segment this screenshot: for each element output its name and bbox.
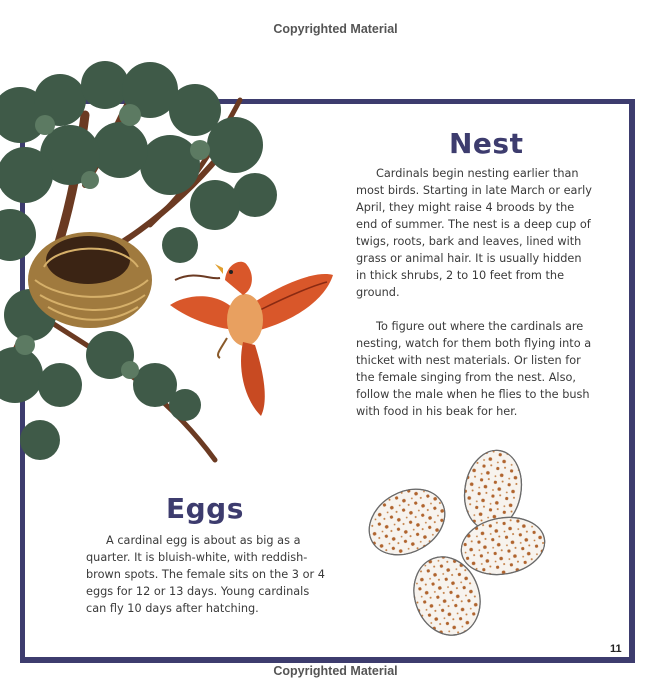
eggs-text <box>86 532 330 617</box>
eggs-paragraph: A cardinal egg is about as big as a quarter. It is bluish-white, with reddish-brown spots. The female sits on the 3 or 4 eggs for 12 or 13 days. Young cardinals can fly 10 days after hatching. <box>86 534 325 615</box>
copyright-footer: Copyrighted Material <box>273 664 398 678</box>
copyright-header: Copyrighted Material <box>273 22 398 36</box>
eggs-heading: Eggs <box>166 492 244 525</box>
nest-paragraph-1: Cardinals begin nesting earlier than most birds. Starting in late March or early April, they might raise 4 broods by the end of summer. The nest is a deep cup of twigs, roots, bark and leaves, lined with grass or animal hair. It is usually hidden in thick shrubs, 2 to 10 feet from the ground. <box>356 167 592 299</box>
page-number: 11 <box>610 643 622 655</box>
eggs-illustration <box>365 450 555 640</box>
nest-text <box>356 165 592 420</box>
nest-paragraph-2: To figure out where the cardinals are nesting, watch for them both flying into a thicket with nest materials. Or listen for the female singing from the nest. Also, follow the male when he flies to the bush with food in his beak for her. <box>356 320 592 418</box>
cardinal-illustration <box>165 250 335 420</box>
nest-heading: Nest <box>449 127 524 160</box>
